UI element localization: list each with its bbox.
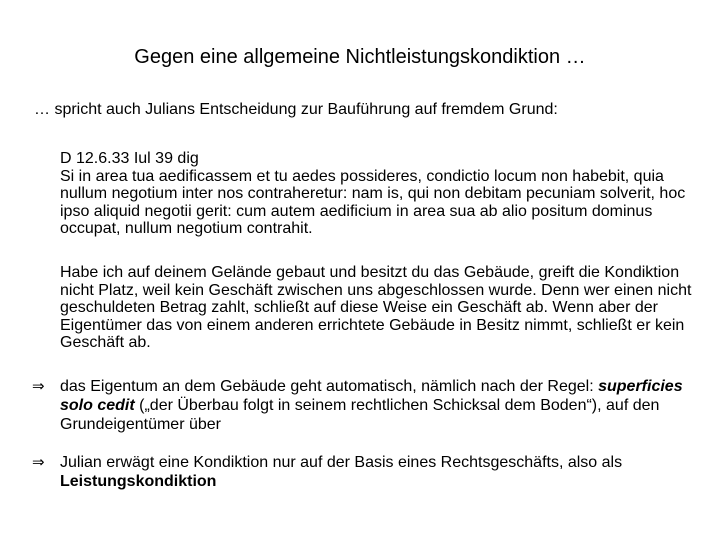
quote-citation: D 12.6.33 Iul 39 dig [60, 150, 199, 167]
latin-quote [60, 150, 696, 238]
german-translation [60, 264, 696, 352]
bullet-emphasis: Leistungskondiktion [60, 473, 217, 490]
bullet-text-start: Julian erwägt eine Kondiktion nur auf der Basis eines Rechtsgeschäfts, also als [60, 454, 623, 471]
slide-title: Gegen eine allgemeine Nichtleistungskondiktion … [134, 46, 586, 68]
intro-text: … spricht auch Julians Entscheidung zur Bauführung auf fremdem Grund: [34, 101, 558, 118]
bullet-text [60, 377, 700, 434]
bullet-text [60, 453, 700, 491]
bullet-emphasis: superficies solo cedit [60, 378, 683, 414]
bullet-text-start: das Eigentum an dem Gebäude geht automatisch, nämlich nach der Regel: [60, 378, 599, 395]
german-translation-text: Habe ich auf deinem Gelände gebaut und besitzt du das Gebäude, greift die Kondiktion nicht Platz, weil kein Geschäft zwischen uns abgeschlossen wurde. Denn wer einen nicht geschuldeten Betrag zahlt, schließt auf diese Weise ein Geschäft ab. Wenn aber der Eigentümer das von einem anderen errichtete Gebäude in Besitz nimmt, schließt er kein Geschäft ab. [60, 264, 692, 351]
double-arrow-icon: ⇒ [32, 453, 45, 471]
latin-quote-text: Si in area tua aedificassem et tu aedes possideres, condictio locum non habebit, quia nullum negotium inter nos contraheretur: nam is, qui non debitam pecuniam solverit, hoc ipso aliquid negotii gerit: cum autem aedificium in area sua ab alio positum dominus occupat, nullum negotium contrahit. [60, 167, 686, 237]
double-arrow-icon: ⇒ [32, 377, 45, 395]
bullet-text-end: („der Überbau folgt in seinem rechtlichen Schicksal dem Boden“), auf den Grundeigentümer über [60, 397, 660, 433]
